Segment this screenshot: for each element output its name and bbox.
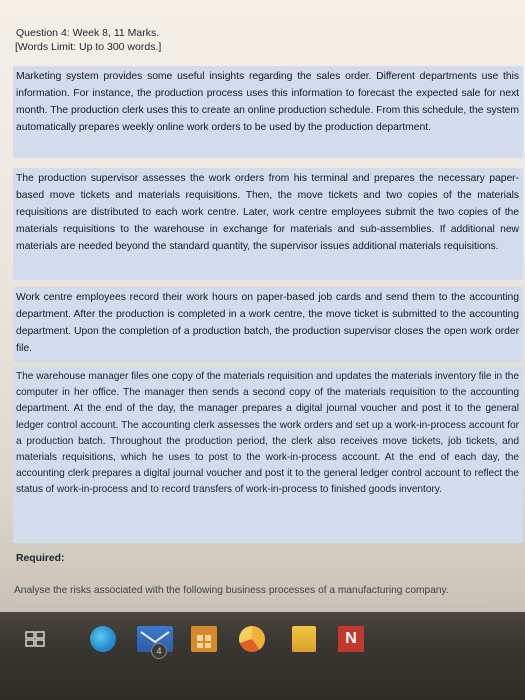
- highlighted-paragraph-2: [13, 168, 523, 280]
- instruction-text: Analyse the risks associated with the following business processes of a manufacturing company.: [14, 585, 449, 596]
- taskbar: [0, 612, 525, 700]
- highlighted-paragraph-1: [13, 66, 523, 158]
- mail-badge: 4: [151, 643, 167, 659]
- question-title: Question 4: Week 8, 11 Marks.: [16, 27, 160, 39]
- paragraph-text: The production supervisor assesses the work orders from his terminal and prepares the necessary paper-based move tickets and materials requisitions. Then, the move tickets and two copies of the materials requisitions are distributed to each work centre. Later, work centre employees submit the two copies of the materials requisitions to the warehouse in exchange for materials and sub-assemblies. If additional new materials are needed beyond the standard quantity, the supervisor issues additional materials requisitions.: [16, 173, 519, 252]
- highlighted-paragraph-3: [13, 287, 523, 362]
- task-view-icon[interactable]: [24, 626, 46, 652]
- folder-icon[interactable]: [292, 626, 316, 652]
- store-icon[interactable]: [191, 626, 217, 652]
- paragraph-text: Work centre employees record their work hours on paper-based job cards and send them to the accounting department. After the production is completed in a work centre, the move ticket is submitted to the accounting department. Upon the completion of a production batch, the production supervisor closes the open work order file.: [16, 292, 519, 354]
- required-label: Required:: [16, 553, 65, 564]
- word-limit: [Words Limit: Up to 300 words.]: [15, 41, 162, 53]
- highlighted-paragraph-4: [13, 367, 523, 543]
- sync-icon[interactable]: [239, 626, 265, 652]
- divider: [16, 606, 486, 607]
- paragraph-text: The warehouse manager files one copy of the materials requisition and updates the materials inventory file in the computer in her office. The manager then sends a second copy of the materials requisition to the accounting department. At the end of the day, the manager prepares a digital journal voucher and post it to the general ledger control account. The accounting clerk assesses the work orders and set up a work-in-process account for a production batch. Throughout the production period, the clerk also receives move tickets, job tickets, and materials requisitions, which he uses to post to the work-in-process account. At the end of each day, the accounting clerk prepares a digital journal voucher and post it to the general ledger control account to reflect the status of work-in-process and to record transfers of work-in-process to finished goods inventory.: [16, 371, 519, 496]
- edge-icon[interactable]: [90, 626, 116, 652]
- paragraph-text: Marketing system provides some useful insights regarding the sales order. Different departments use this information. For instance, the production process uses this information to forecast the expected sale for next month. The production clerk uses this to create an online production schedule. From this schedule, the system automatically prepares weekly online work orders to be used by the production department.: [16, 71, 519, 133]
- onenote-icon[interactable]: N: [338, 626, 364, 652]
